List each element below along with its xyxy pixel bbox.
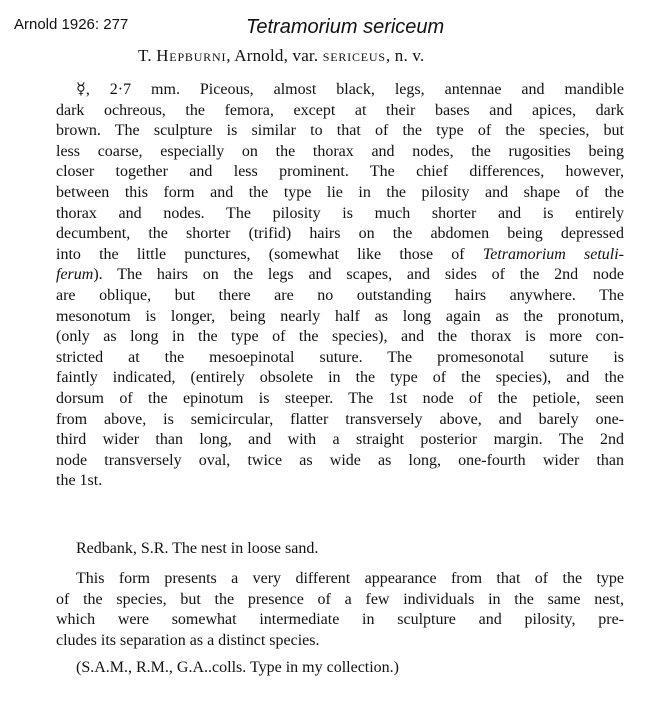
description-line: are oblique, but there are no outstanding hairs anywhere. The (56, 286, 624, 304)
description-line: the 1st. (56, 472, 103, 490)
description-line (56, 245, 624, 266)
collection-note: (S.A.M., R.M., G.A..colls. Type in my collection.) (76, 659, 400, 676)
description-paragraph (56, 80, 624, 492)
description-line: dark ochreous, the femora, except at their bases and apices, dark (56, 101, 624, 119)
heading-species-name: Hepburni (156, 46, 227, 65)
description-line: dorsum of the epinotum is steeper. The 1st node of the petiole, seen (56, 389, 624, 407)
description-line: from above, is semicircular, flatter transversely above, and barely one- (56, 410, 624, 428)
heading-middle: , Arnold, var. (226, 46, 319, 65)
remarks-line: which were somewhat intermediate in sculpture and pilosity, pre- (56, 611, 624, 629)
description-line: less coarse, especially on the thorax and nodes, the rugosities being (56, 142, 624, 160)
heading-suffix: , n. v. (385, 46, 425, 65)
remarks-line: This form presents a very different appearance from that of the type (76, 570, 624, 587)
taxon-heading (138, 46, 424, 66)
description-line: (only as long in the type of the species), and the thorax is more con- (56, 328, 624, 346)
description-line: node transversely oval, twice as wide as long, one-fourth wider than (56, 451, 624, 469)
locality-line: Redbank, S.R. The nest in loose sand. (76, 540, 319, 557)
description-text: into the little punctures, (somewhat like those of (56, 245, 483, 263)
remarks-paragraph (56, 569, 624, 651)
description-line: decumbent, the shorter (trifid) hairs on the abdomen being depressed (56, 225, 624, 243)
description-line: ☿, 2·7 mm. Piceous, almost black, legs, antennae and mandible (76, 81, 624, 98)
description-line: brown. The sculpture is similar to that of the type of the species, but (56, 122, 624, 140)
description-line: thorax and nodes. The pilosity is much shorter and is entirely (56, 204, 624, 222)
heading-variety-name: sericeus (322, 46, 386, 65)
description-line (56, 265, 624, 286)
description-line: closer together and less prominent. The chief differences, however, (56, 163, 624, 181)
heading-prefix: T. (138, 46, 152, 65)
description-line: mesonotum is longer, being nearly half as long again as the pronotum, (56, 307, 624, 325)
remarks-line: of the species, but the presence of a few individuals in the same nest, (56, 590, 624, 608)
description-line: stricted at the mesoepinotal suture. The promesonotal suture is (56, 348, 624, 366)
species-reference: Tetramorium setuli- (482, 245, 624, 263)
description-line: third wider than long, and with a straight posterior margin. The 2nd (56, 431, 624, 449)
citation: Arnold 1926: 277 (14, 16, 129, 33)
description-line: between this form and the type lie in the pilosity and shape of the (56, 183, 624, 201)
remarks-line: cludes its separation as a distinct species. (56, 631, 320, 649)
species-reference-continued: ferum (56, 266, 94, 284)
description-line: faintly indicated, (entirely obsolete in the type of the species), and the (56, 369, 624, 387)
description-text: ). The hairs on the legs and scapes, and sides of the 2nd node (93, 266, 624, 284)
species-title: Tetramorium sericeum (246, 16, 445, 38)
